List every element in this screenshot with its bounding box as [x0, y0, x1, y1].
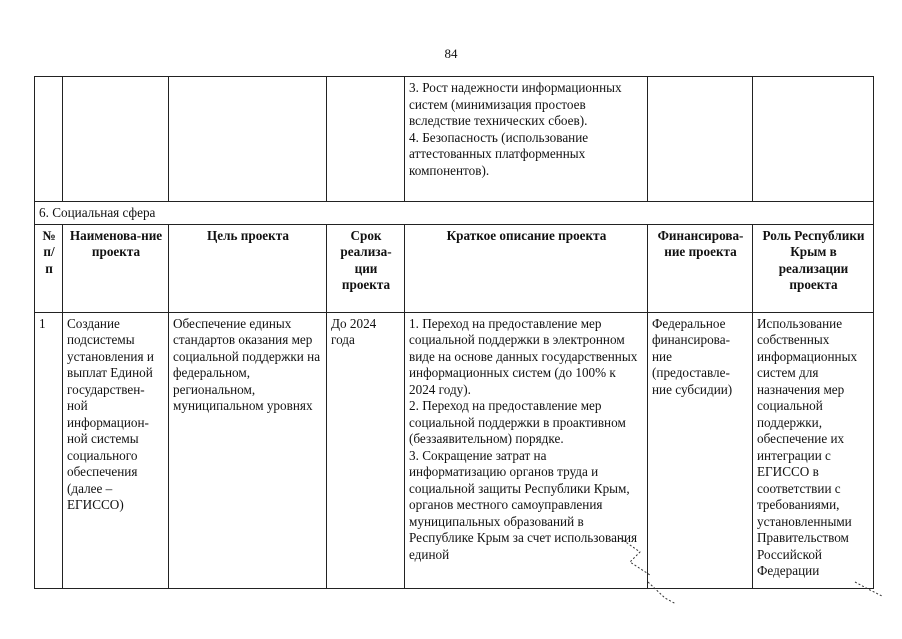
continued-description: 3. Рост надежности информационных систем (минимизация простоев вследствие технических сбоев). 4. Безопасность (использование аттестованных платформенных компонентов).: [405, 77, 648, 202]
continued-row: [35, 77, 874, 202]
cell-empty: [63, 77, 169, 202]
header-description: Краткое описание проекта: [405, 224, 648, 312]
project-term: До 2024 года: [327, 312, 405, 588]
section-row: [35, 202, 874, 225]
project-financing: Федеральное финансирова-ние (предоставле-ние субсидии): [648, 312, 753, 588]
projects-table: [34, 76, 874, 589]
header-role: Роль Республики Крым в реализации проекта: [753, 224, 874, 312]
page-number: 84: [444, 46, 458, 61]
project-goal: Обеспечение единых стандартов оказания мер социальной поддержки на федеральном, региональном, муниципальном уровнях: [169, 312, 327, 588]
cell-empty: [753, 77, 874, 202]
section-title: 6. Социальная сфера: [35, 202, 874, 225]
cell-empty: [648, 77, 753, 202]
cell-empty: [169, 77, 327, 202]
project-name: Создание подсистемы установления и выплат Единой государствен-ной информацион-ной системы социального обеспечения (далее – ЕГИССО): [63, 312, 169, 588]
project-description: 1. Переход на предоставление мер социальной поддержки в электронном виде на основе данных государственных информационных систем (до 100% к 2024 году). 2. Переход на предоставление мер социальной поддержки в проактивном (беззаявительном) порядке. 3. Сокращение затрат на информатизацию органов труда и социальной защиты Республики Крым, органов местного самоуправления муниципальных образований в Республике Крым за счет использования единой: [405, 312, 648, 588]
row-num: 1: [35, 312, 63, 588]
header-term: Срок реализа-ции проекта: [327, 224, 405, 312]
cell-empty: [35, 77, 63, 202]
header-financing: Финансирова-ние проекта: [648, 224, 753, 312]
cell-empty: [327, 77, 405, 202]
project-role: Использование собственных информационных систем для назначения мер социальной поддержки, обеспечение их интеграции с ЕГИССО в соответствии с требованиями, установленными Правительством Российской Федерации: [753, 312, 874, 588]
table-row: [35, 312, 874, 588]
header-goal: Цель проекта: [169, 224, 327, 312]
header-num: № п/ п: [35, 224, 63, 312]
header-name: Наименова-ние проекта: [63, 224, 169, 312]
header-row: [35, 224, 874, 312]
